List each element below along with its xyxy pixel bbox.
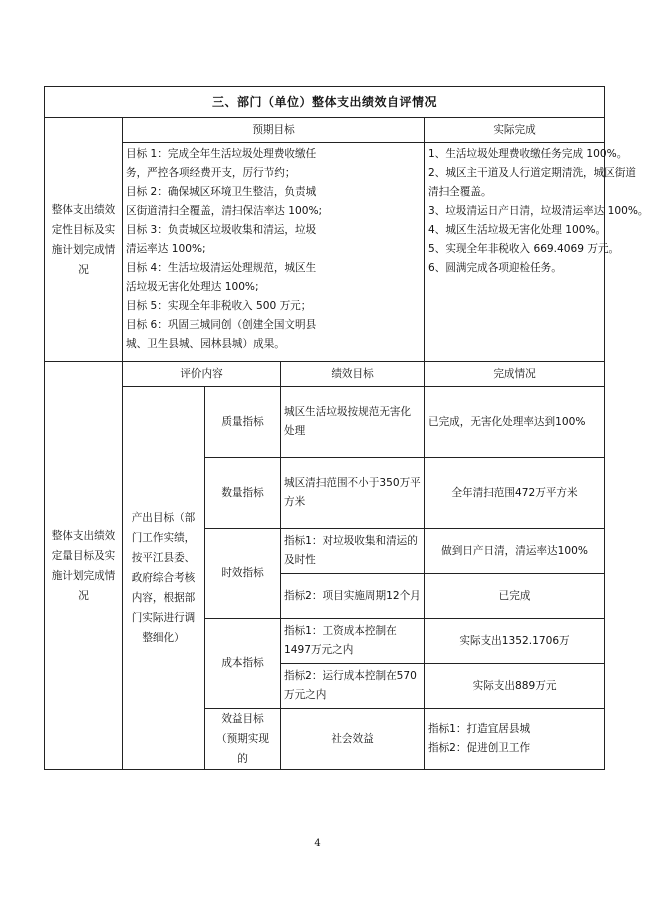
- cost-target-1: 指标1：工资成本控制在1497万元之内: [281, 619, 425, 664]
- expected-header: 预期目标: [123, 118, 425, 143]
- actual-result-line: 清扫全覆盖。: [428, 186, 492, 198]
- timeliness-target-2: 指标2：项目实施周期12个月: [281, 574, 425, 619]
- expected-goals-cell: [123, 143, 425, 362]
- quantity-result: 全年清扫范围472万平方米: [425, 458, 605, 529]
- content-header: 评价内容: [123, 362, 281, 387]
- benefit-target-2: 指标2：促进创卫工作: [428, 742, 531, 754]
- expected-goal-line: 目标 6：巩固三城同创（创建全国文明县: [126, 319, 317, 331]
- actual-result-line: 5、实现全年非税收入 669.4069 万元。: [428, 243, 620, 255]
- actual-header: 实际完成: [425, 118, 605, 143]
- benefit-targets-cell: [425, 709, 605, 770]
- expected-goal-line: 务，严控各项经费开支，厉行节约；: [126, 167, 296, 179]
- cost-result-2: 实际支出889万元: [425, 664, 605, 709]
- actual-result-line: 3、垃圾清运日产日清，垃圾清运率达 100%。: [428, 205, 649, 217]
- quality-target: 城区生活垃圾按规范无害化处理: [281, 387, 425, 458]
- expected-goal-line: 目标 4：生活垃圾清运处理规范，城区生: [126, 262, 317, 274]
- quality-indicator-label: 质量指标: [205, 387, 281, 458]
- social-benefit-label: 社会效益: [281, 709, 425, 770]
- quantity-target: 城区清扫范围不小于350万平方米: [281, 458, 425, 529]
- expected-goal-line: 目标 5：实现全年非税收入 500 万元；: [126, 300, 312, 312]
- benefit-goal-label: 效益目标（预期实现的: [205, 709, 281, 770]
- quantitative-header-row: [45, 362, 605, 387]
- output-goal-label: 产出目标（部门工作实绩，按平江县委、政府综合考核内容，根据部门实际进行调整细化）: [123, 387, 205, 770]
- qualitative-content-row: [45, 143, 605, 362]
- cost-target-2: 指标2：运行成本控制在570万元之内: [281, 664, 425, 709]
- actual-result-line: 2、城区主干道及人行道定期清洗，城区街道: [428, 167, 637, 179]
- expected-goal-line: 清运率达 100%;: [126, 243, 206, 255]
- target-header: 绩效目标: [281, 362, 425, 387]
- self-evaluation-table: [44, 86, 649, 770]
- timeliness-result-2: 已完成: [425, 574, 605, 619]
- cost-result-1: 实际支出1352.1706万: [425, 619, 605, 664]
- timeliness-result-1: 做到日产日清，清运率达100%: [425, 529, 605, 574]
- actual-results-cell: [425, 143, 649, 362]
- expected-goal-line: 目标 3：负责城区垃圾收集和清运，垃圾: [126, 224, 317, 236]
- timeliness-target-1: 指标1：对垃圾收集和清运的及时性: [281, 529, 425, 574]
- expected-goal-line: 活垃圾无害化处理达 100%;: [126, 281, 259, 293]
- quality-row: [45, 387, 605, 458]
- expected-goal-line: 区街道清扫全覆盖，清扫保洁率达 100%;: [126, 205, 323, 217]
- expected-goal-line: 目标 1：完成全年生活垃圾处理费收缴任: [126, 148, 317, 160]
- actual-result-line: 1、生活垃圾处理费收缴任务完成 100%。: [428, 148, 628, 160]
- result-header: 完成情况: [425, 362, 605, 387]
- timeliness-indicator-label: 时效指标: [205, 529, 281, 619]
- quantity-indicator-label: 数量指标: [205, 458, 281, 529]
- quality-result: 已完成，无害化处理率达到100%: [425, 387, 605, 458]
- quantitative-row-label: 整体支出绩效定量目标及实施计划完成情况: [45, 362, 123, 770]
- benefit-target-1: 指标1：打造宜居县城: [428, 723, 531, 735]
- actual-result-line: 6、圆满完成各项迎检任务。: [428, 262, 562, 274]
- title-row: [45, 87, 605, 118]
- section-title: 三、部门（单位）整体支出绩效自评情况: [45, 87, 605, 118]
- cost-indicator-label: 成本指标: [205, 619, 281, 709]
- qualitative-header-row: [45, 118, 605, 143]
- expected-goal-line: 城、卫生县城、园林县城）成果。: [126, 338, 285, 350]
- page-number: 4: [314, 838, 321, 849]
- qualitative-row-label: 整体支出绩效定性目标及实施计划完成情况: [45, 118, 123, 362]
- actual-result-line: 4、城区生活垃圾无害化处理 100%。: [428, 224, 607, 236]
- expected-goal-line: 目标 2：确保城区环境卫生整洁，负责城: [126, 186, 317, 198]
